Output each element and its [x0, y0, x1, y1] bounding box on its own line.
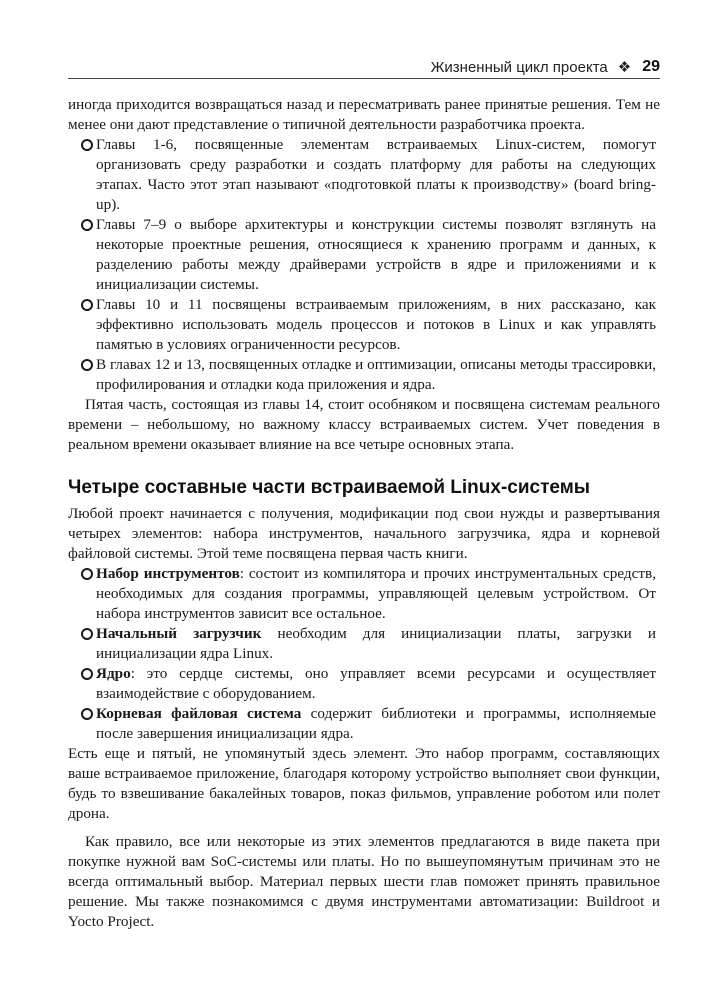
- page-number: 29: [642, 58, 660, 75]
- header-rule: [68, 78, 660, 79]
- section-intro-paragraph: Любой проект начинается с получения, модификации под свои нужды и развертывания четырех элементов: набора инструментов, начального загрузчика, ядра и корневой файловой системы. Этой теме посвящена первая часть книги.: [68, 505, 660, 562]
- element-term: Начальный загрузчик: [96, 625, 262, 642]
- element-term: Набор инструментов: [96, 565, 240, 582]
- part-five-paragraph: Пятая часть, состоящая из главы 14, стоит особняком и посвящена системам реального времени – небольшому, но важному классу встраиваемых систем. Учет поведения в реальном времени оказывает влияние на все четыре основных этапа.: [68, 396, 660, 453]
- list-item: [68, 664, 660, 704]
- list-item-text: Главы 10 и 11 посвящены встраиваемым приложениям, в них рассказано, как эффективно использовать модель процессов и потоков в Linux и как управлять памятью в условиях ограниченности ресурсов.: [96, 296, 656, 353]
- bullet-circle-icon: [81, 139, 93, 151]
- list-item-text: Главы 7–9 о выборе архитектуры и конструкции системы позволят взглянуть на некоторые проектные решения, относящиеся к хранению программ и данных, к разделению работы между драйверами устройств в ядре и приложениями и к инициализации системы.: [96, 216, 656, 293]
- list-item: [68, 135, 660, 215]
- list-item-text: В главах 12 и 13, посвященных отладке и оптимизации, описаны методы трассировки, профилирования и отладки кода приложения и ядра.: [96, 356, 656, 393]
- bullet-circle-icon: [81, 708, 93, 720]
- intro-continuation-paragraph: иногда приходится возвращаться назад и пересматривать ранее принятые решения. Тем не менее они дают представление о типичной деятельности разработчика проекта.: [68, 96, 660, 133]
- section-heading: Четыре составные части встраиваемой Linux-системы: [68, 477, 590, 498]
- list-item: [68, 355, 660, 395]
- element-term: Корневая файловая система: [96, 705, 302, 722]
- running-header-title: Жизненный цикл проекта: [430, 59, 608, 76]
- fifth-element-paragraph: Есть еще и пятый, не упомянутый здесь элемент. Это набор программ, составляющих ваше встраиваемое приложение, благодаря которому устройство выполняет свои функции, будь то взвешивание бакалейных товаров, показ фильмов, управление роботом или полет дрона.: [68, 745, 660, 822]
- element-description: : это сердце системы, оно управляет всеми ресурсами и осуществляет взаимодействие с оборудованием.: [96, 665, 656, 702]
- page-body: [68, 95, 660, 932]
- list-item: [68, 704, 660, 744]
- bullet-circle-icon: [81, 359, 93, 371]
- closing-paragraph: Как правило, все или некоторые из этих элементов предлагаются в виде пакета при покупке нужной вам SoC-системы или платы. Но по вышеупомянутым причинам это не всегда оптимальный выбор. Материал первых шести глав поможет принять правильное решение. Мы также познакомимся с двумя инструментами автоматизации: Buildroot и Yocto Project.: [68, 833, 660, 930]
- list-item: [68, 215, 660, 295]
- list-item: [68, 564, 660, 624]
- bullet-circle-icon: [81, 628, 93, 640]
- chapter-list: [68, 135, 660, 395]
- element-description: необходим для инициализации платы, загрузки и инициализации ядра Linux.: [96, 625, 656, 662]
- ornament-icon: ❖: [617, 59, 632, 76]
- element-description: : состоит из компилятора и прочих инструментальных средств, необходимых для создания программы, управляющей целевым устройством. От набора инструментов зависит все остальное.: [96, 565, 657, 622]
- bullet-circle-icon: [81, 668, 93, 680]
- bullet-circle-icon: [81, 299, 93, 311]
- list-item: [68, 295, 660, 355]
- elements-list: [68, 564, 660, 744]
- element-term: Ядро: [96, 665, 131, 682]
- list-item: [68, 624, 660, 664]
- list-item-text: Главы 1-6, посвященные элементам встраиваемых Linux-систем, помогут организовать среду разработки и создать платформу для работы на следующих этапах. Часто этот этап называют «подготовкой платы к производству» (board bring-up).: [96, 136, 656, 213]
- bullet-circle-icon: [81, 568, 93, 580]
- bullet-circle-icon: [81, 219, 93, 231]
- element-description: содержит библиотеки и программы, исполняемые после завершения инициализации ядра.: [96, 705, 657, 742]
- running-header: [68, 52, 660, 76]
